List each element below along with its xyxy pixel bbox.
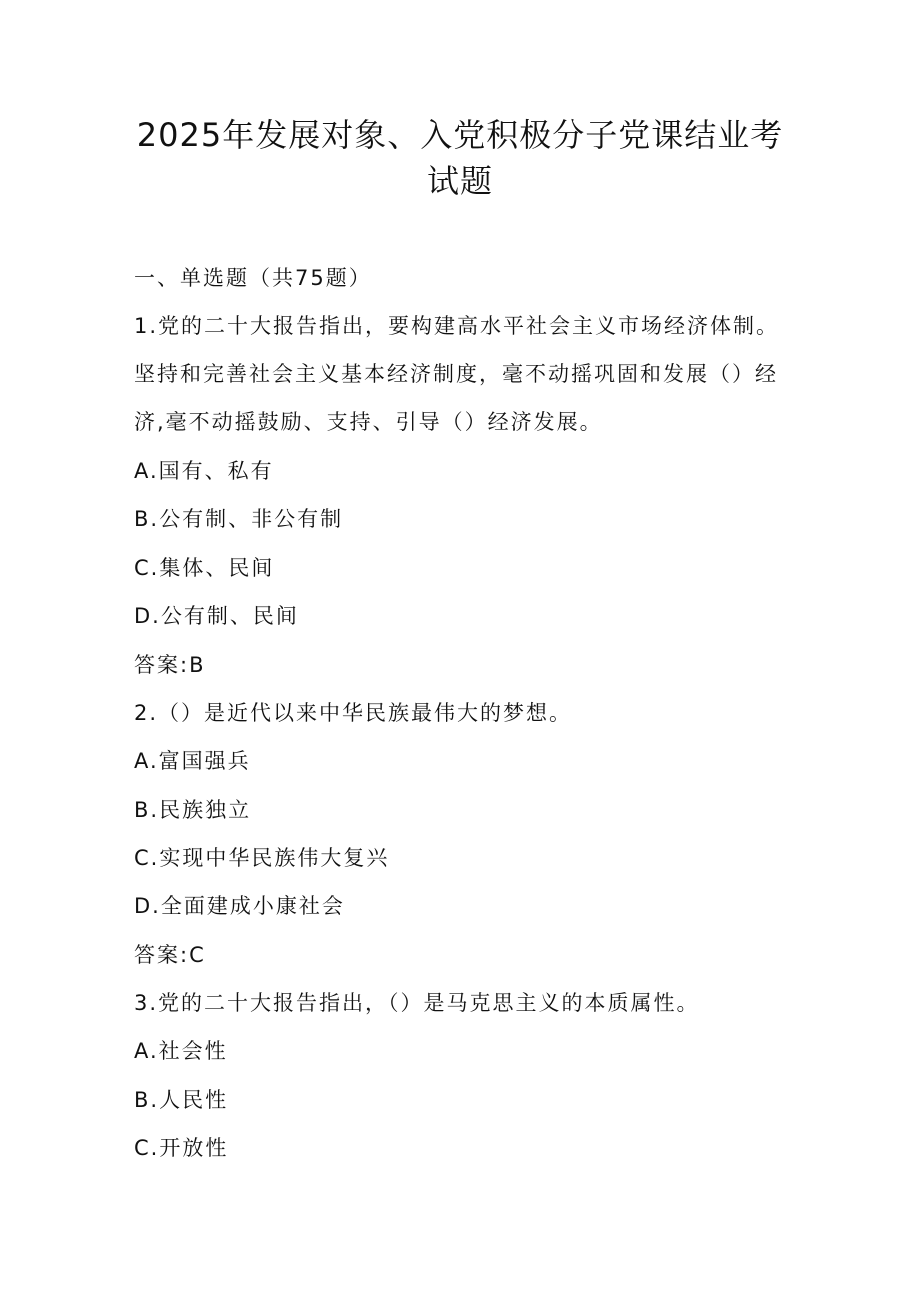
question-2-option-a: A.富国强兵 <box>134 749 251 773</box>
question-1-option-b: B.公有制、非公有制 <box>134 507 344 531</box>
question-1-stem-line-3: 济,毫不动摇鼓励、支持、引导（）经济发展。 <box>134 410 603 434</box>
question-3-option-b: B.人民性 <box>134 1088 229 1112</box>
question-3-stem-line-1: 3.党的二十大报告指出，（）是马克思主义的本质属性。 <box>134 991 700 1015</box>
question-1-option-d: D.公有制、民间 <box>134 604 299 628</box>
question-1-answer: 答案:B <box>134 653 206 677</box>
question-2-stem-line-1: 2.（）是近代以来中华民族最伟大的梦想。 <box>134 701 573 725</box>
question-3-option-a: A.社会性 <box>134 1039 228 1063</box>
question-2-option-c: C.实现中华民族伟大复兴 <box>134 846 390 870</box>
question-1-option-c: C.集体、民间 <box>134 556 275 580</box>
question-1-option-a: A.国有、私有 <box>134 459 274 483</box>
question-1-stem-line-2: 坚持和完善社会主义基本经济制度，毫不动摇巩固和发展（）经 <box>134 362 778 386</box>
question-2-option-d: D.全面建成小康社会 <box>134 894 345 918</box>
title-line-2: 试题 <box>426 162 493 200</box>
section-heading: 一、单选题（共75题） <box>134 266 372 290</box>
document-title <box>110 112 810 204</box>
question-2-option-b: B.民族独立 <box>134 798 252 822</box>
question-2-answer: 答案:C <box>134 943 206 967</box>
question-1-stem-line-1: 1.党的二十大报告指出，要构建高水平社会主义市场经济体制。 <box>134 314 780 338</box>
title-line-1: 2025年发展对象、入党积极分子党课结业考 <box>136 116 784 154</box>
question-3-option-c: C.开放性 <box>134 1136 229 1160</box>
